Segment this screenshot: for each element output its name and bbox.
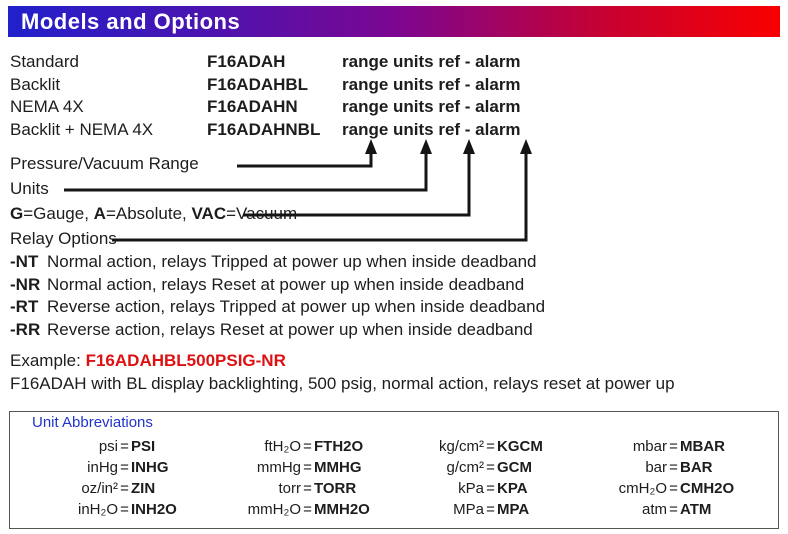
equals-sign: = — [669, 480, 678, 497]
model-row-number: F16ADAHN — [207, 97, 298, 117]
unit-label: mmH₂O — [247, 501, 301, 518]
example-line — [10, 350, 286, 372]
unit-abbr-cell — [561, 478, 744, 499]
equals-sign: = — [120, 501, 129, 518]
ref-key-vacuum: VAC — [191, 204, 227, 223]
ref-val-gauge: =Gauge, — [23, 204, 94, 223]
model-row-label: NEMA 4X — [10, 97, 84, 117]
unit-label: ftH₂O — [264, 438, 301, 455]
ref-key-absolute: A — [93, 204, 106, 223]
example-model-code: F16ADAHBL500PSIG-NR — [85, 351, 286, 370]
equals-sign: = — [669, 501, 678, 518]
unit-abbreviations-grid — [12, 436, 776, 520]
equals-sign: = — [303, 459, 312, 476]
equals-sign: = — [669, 438, 678, 455]
unit-abbr-value: KGCM — [497, 438, 543, 455]
unit-abbr-value: BAR — [680, 459, 713, 476]
unit-abbr-value: PSI — [131, 438, 156, 455]
unit-label: kg/cm² — [439, 438, 484, 455]
unit-label: bar — [645, 459, 667, 476]
equals-sign: = — [303, 480, 312, 497]
relay-description: Normal action, relays Tripped at power up when inside deadband — [47, 252, 537, 271]
unit-label: inH₂O — [78, 501, 118, 518]
section-header-banner — [8, 6, 780, 37]
unit-abbr-value: MMHG — [314, 459, 362, 476]
equals-sign: = — [303, 438, 312, 455]
equals-sign: = — [120, 459, 129, 476]
relay-description: Reverse action, relays Reset at power up when inside deadband — [47, 320, 533, 340]
unit-abbr-cell — [195, 436, 378, 457]
unit-abbr-value: FTH2O — [314, 438, 364, 455]
model-row-suffix: range units ref - alarm — [342, 74, 521, 94]
model-row-label: Standard — [10, 52, 79, 71]
model-row-number: F16ADAHBL — [207, 74, 309, 94]
unit-abbr-value: MMH2O — [314, 501, 370, 518]
unit-abbr-cell — [12, 478, 195, 499]
model-row-suffix: range units ref - alarm — [342, 119, 521, 139]
unit-abbr-cell — [378, 436, 561, 457]
example-prefix: Example: — [10, 351, 86, 370]
model-row-number: F16ADAHNBL — [207, 119, 321, 139]
unit-abbr-value: INHG — [131, 459, 169, 476]
unit-label: inHg — [87, 459, 118, 476]
callout-ref-label — [10, 203, 297, 225]
unit-abbr-value: CMH2O — [680, 480, 735, 497]
ref-val-absolute: =Absolute, — [105, 204, 192, 223]
unit-abbr-cell — [561, 436, 744, 457]
equals-sign: = — [120, 480, 129, 497]
callout-units-label: Units — [10, 179, 49, 198]
model-row-suffix: range units ref - alarm — [342, 52, 521, 71]
ref-key-gauge: G — [10, 204, 24, 223]
unit-abbr-cell — [12, 436, 195, 457]
relay-code: -NR — [10, 274, 41, 294]
relay-code: -RR — [10, 320, 41, 340]
unit-abbr-cell — [12, 499, 195, 520]
page-title: Models and Options — [21, 8, 241, 34]
equals-sign: = — [120, 438, 129, 455]
unit-label: atm — [641, 501, 667, 518]
equals-sign: = — [669, 459, 678, 476]
model-row-label: Backlit + NEMA 4X — [10, 119, 154, 139]
unit-abbr-cell — [12, 457, 195, 478]
unit-abbr-cell — [378, 478, 561, 499]
unit-abbr-value: GCM — [497, 459, 532, 476]
unit-label: MPa — [453, 501, 484, 518]
relay-description: Reverse action, relays Tripped at power up when inside deadband — [47, 297, 546, 317]
unit-abbreviations-box — [9, 411, 779, 529]
relay-description: Normal action, relays Reset at power up when inside deadband — [47, 274, 525, 294]
unit-abbr-cell — [561, 499, 744, 520]
equals-sign: = — [486, 438, 495, 455]
unit-label: torr — [278, 480, 301, 497]
unit-label: psi — [98, 438, 118, 455]
equals-sign: = — [486, 459, 495, 476]
unit-abbr-value: INH2O — [131, 501, 177, 518]
unit-label: mmHg — [256, 459, 301, 476]
unit-abbr-value: ATM — [680, 501, 712, 518]
unit-abbr-value: TORR — [314, 480, 357, 497]
unit-abbr-value: ZIN — [131, 480, 156, 497]
unit-label: cmH₂O — [618, 480, 667, 497]
unit-abbreviations-title: Unit Abbreviations — [32, 414, 153, 431]
callout-range-label: Pressure/Vacuum Range — [10, 154, 199, 173]
unit-abbr-cell — [378, 499, 561, 520]
unit-abbr-value: KPA — [497, 480, 528, 497]
unit-abbr-value: MPA — [497, 501, 530, 518]
unit-abbr-cell — [378, 457, 561, 478]
relay-options-list — [10, 251, 545, 342]
callout-alarm-label: Relay Options — [10, 229, 117, 248]
unit-label: kPa — [458, 480, 484, 497]
unit-label: oz/in² — [81, 480, 118, 497]
relay-code: -NT — [10, 252, 39, 271]
unit-abbr-value: MBAR — [680, 438, 725, 455]
unit-label: g/cm² — [446, 459, 484, 476]
unit-abbr-cell — [195, 478, 378, 499]
example-description: F16ADAH with BL display backlighting, 500 psig, normal action, relays reset at power up — [10, 374, 675, 393]
equals-sign: = — [486, 501, 495, 518]
model-row-number: F16ADAH — [207, 52, 286, 71]
model-row-label: Backlit — [10, 74, 61, 94]
equals-sign: = — [486, 480, 495, 497]
unit-abbr-cell — [195, 457, 378, 478]
model-table — [10, 51, 521, 141]
relay-code: -RT — [10, 297, 39, 317]
unit-abbr-cell — [195, 499, 378, 520]
model-row-suffix: range units ref - alarm — [342, 97, 521, 117]
unit-abbr-cell — [561, 457, 744, 478]
equals-sign: = — [303, 501, 312, 518]
unit-label: mbar — [632, 438, 667, 455]
ref-val-vacuum: =Vacuum — [226, 204, 298, 223]
